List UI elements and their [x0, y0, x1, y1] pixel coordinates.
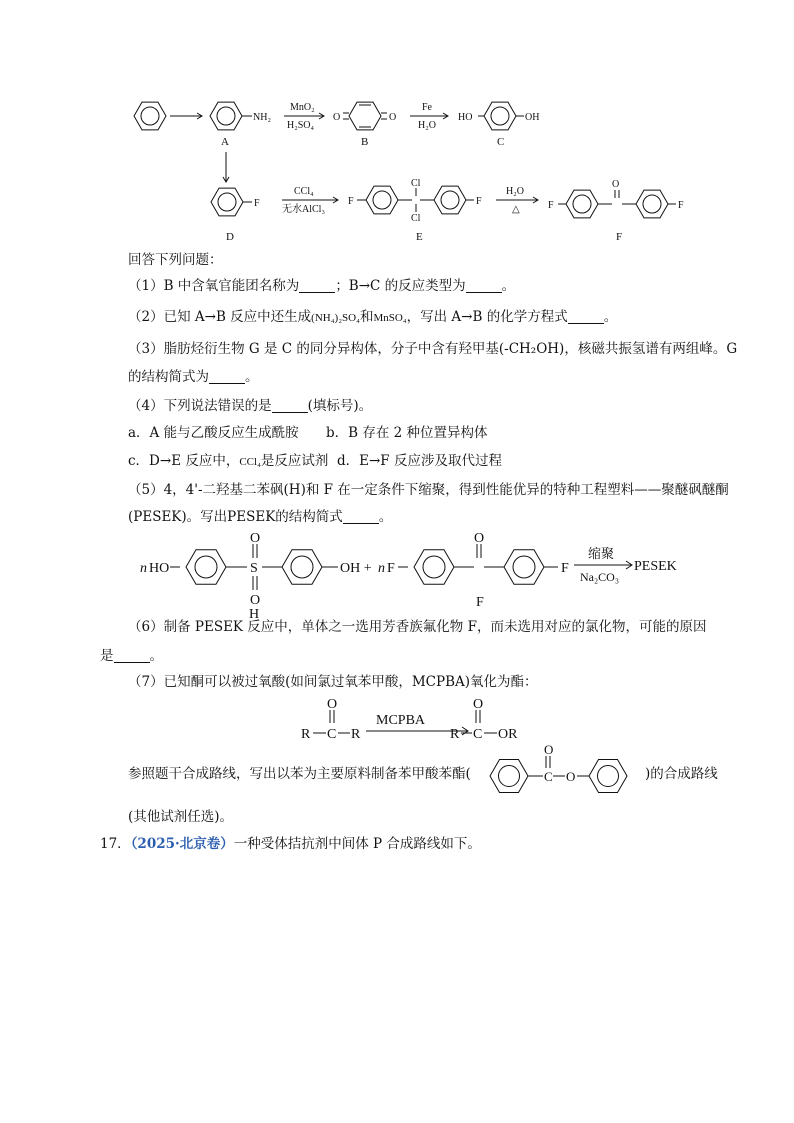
mcpba-o-1: O: [327, 697, 338, 712]
phenyl-benzoate-structure: [483, 744, 643, 804]
option-c-text-b: 是反应试剂: [260, 453, 329, 469]
arrow-a-to-b: [284, 113, 324, 119]
q6-text-a: （6）制备 PESEK 反应中，单体之一选用芳香族氟化物 F，而未选用对应的氯化物，可能的原因: [128, 619, 707, 635]
q3-text-c: 。: [245, 369, 259, 385]
arrow-e-to-f: [496, 197, 538, 203]
pesek-h-label: H: [249, 607, 260, 620]
question-5-line-2: [128, 507, 392, 527]
alcl3-reagent: 无水AlCl₃: [282, 204, 325, 215]
q3-text-b: 的结构简式为: [128, 369, 209, 385]
pesek-ring-1: [186, 550, 226, 585]
mcpba-o-2: O: [473, 697, 484, 712]
h2so4-reagent: H₂SO₄: [287, 120, 314, 131]
question-7-line-3: [128, 807, 233, 827]
q7-text-d: (其他试剂任选)。: [128, 809, 234, 825]
benzene-ring: [134, 102, 166, 130]
pesek-ho: HO: [149, 561, 170, 576]
pesek-n-2: n: [378, 561, 385, 576]
label-a: A: [221, 136, 229, 148]
f-right-ring: [636, 190, 668, 218]
e-left-ring: [366, 186, 398, 214]
q5-text-c: 。: [378, 509, 393, 525]
q17-number: 17．: [100, 836, 131, 852]
ester-carbon: C: [544, 769, 553, 784]
mcpba-scheme: [0, 696, 794, 746]
question-5-line-1: [128, 480, 729, 500]
mcpba-c-2: C: [473, 727, 483, 742]
question-7-line-2: [128, 764, 471, 784]
mnso4-formula: MnSO₄: [373, 312, 407, 324]
option-b: [326, 423, 488, 443]
mcpba-reagent: MCPBA: [376, 713, 426, 728]
q7-text-c: )的合成路线: [645, 766, 718, 782]
q5-blank: [343, 509, 379, 524]
arrow-to-a: [170, 113, 202, 119]
q7-text: （7）已知酮可以被过氧酸(如间氯过氧苯甲酸，MCPBA)氧化为酯：: [128, 674, 538, 690]
option-a-text: a．A 能与乙酸反应生成酰胺: [128, 425, 299, 441]
pesek-na2co3: Na₂CO₃: [580, 570, 620, 584]
q4-text-b: (填标号)。: [307, 398, 373, 414]
q5-text-b: (PESEK)。写出PESEK的结构简式: [128, 509, 343, 525]
q1-text-c: 。: [501, 278, 516, 294]
c-oh-group: OH: [525, 112, 540, 123]
q1-blank-2: [466, 278, 502, 293]
e-right-ring: [434, 186, 466, 214]
pesek-ring-2: [282, 550, 322, 585]
intro-text: 回答下列问题：: [128, 252, 223, 268]
pesek-n-1: n: [140, 561, 147, 576]
fluorobenzene-ring: [211, 188, 243, 216]
mcpba-r-2: R: [351, 727, 361, 742]
pesek-f-1: F: [387, 561, 395, 576]
q4-text: （4）下列说法错误的是: [128, 398, 272, 414]
ammonium-sulfate-formula: (NH₄)₂SO₄: [311, 312, 360, 324]
q2-text-f: 。: [603, 309, 618, 325]
q1-text-a: （1）B 中含氧官能团名称为: [128, 278, 300, 294]
pesek-scheme: [0, 530, 794, 620]
c-ho-group: HO: [458, 112, 473, 123]
mcpba-r-1: R: [301, 727, 311, 742]
d-fluorine: F: [254, 198, 260, 209]
pesek-ring-3: [414, 550, 454, 585]
question-2: [128, 307, 617, 328]
option-d-text: d．E→F 反应涉及取代过程: [337, 453, 502, 469]
mcpba-r-3: R: [450, 727, 460, 742]
option-b-text: b．B 存在 2 种位置异构体: [326, 425, 488, 441]
question-6-line-1: [128, 617, 706, 637]
aniline-ring: [210, 102, 242, 130]
q3-text-a: （3）脂肪烃衍生物 G 是 C 的同分异构体，分子中含有羟甲基(-CH₂OH)，核磁共振氢谱有两组峰。G: [128, 341, 738, 357]
q6-blank: [114, 648, 150, 663]
f-fluorine-left: F: [548, 200, 554, 211]
pesek-oh-plus: OH +: [340, 561, 376, 576]
f-fluorine-right: F: [678, 200, 684, 211]
f-left-ring: [566, 190, 598, 218]
quinone-ring: [349, 102, 381, 130]
q5-text-a: （5）4，4'-二羟基二苯砜(H)和 F 在一定条件下缩聚，得到性能优异的特种工程塑料——聚醚砜醚酮: [128, 482, 729, 498]
option-c: [128, 451, 328, 472]
pesek-product: PESEK: [634, 559, 677, 574]
pesek-o-top: O: [250, 531, 261, 546]
ester-carbonyl-oxygen: O: [544, 744, 554, 757]
question-6-line-2: [100, 646, 163, 666]
label-e: E: [416, 231, 423, 243]
q6-text-c: 。: [149, 648, 163, 664]
pesek-o-bottom: O: [250, 593, 261, 608]
q2-blank: [568, 309, 604, 324]
arrow-d-to-e: [282, 197, 338, 203]
arrow-a-to-d: [223, 152, 229, 182]
option-c-text-a: c．D→E 反应中，: [128, 453, 240, 469]
q7-text-b: 参照题干合成路线，写出以苯为主要原料制备苯甲酸苯酯(: [128, 766, 471, 782]
q3-blank: [209, 369, 245, 384]
question-7: [128, 672, 538, 692]
e-fluorine-right: F: [476, 196, 482, 207]
q1-text-b: ；B→C 的反应类型为: [335, 278, 466, 294]
question-1: [128, 276, 515, 296]
e-chlorine-bottom: Cl: [411, 213, 421, 224]
question-7-line-2-end: [645, 764, 718, 784]
ccl4-reagent: CCl₄: [294, 186, 314, 197]
nh2-group: NH₂: [253, 112, 271, 123]
ester-ether-oxygen: O: [566, 769, 576, 784]
e-fluorine-left: F: [348, 196, 354, 207]
arrow-b-to-c: [410, 113, 448, 119]
pesek-sulfur: S: [250, 561, 258, 576]
pesek-condensation: 缩聚: [588, 546, 615, 561]
q2-text-c: 和: [359, 309, 374, 325]
option-d: [337, 451, 502, 471]
f-carbonyl-oxygen: O: [612, 179, 620, 190]
b-oxygen-right: O: [389, 112, 397, 123]
q2-text-e: ，写出 A→B 的化学方程式: [406, 309, 568, 325]
pesek-f-2: F: [561, 561, 569, 576]
fe-reagent: Fe: [422, 102, 432, 113]
pesek-ketone-o: O: [474, 531, 485, 546]
b-oxygen-left: O: [333, 112, 341, 123]
intro-line: [128, 250, 223, 270]
question-4: [128, 396, 372, 416]
label-f: F: [616, 231, 623, 243]
q6-text-b: 是: [100, 648, 114, 664]
label-c: C: [497, 136, 505, 148]
q2-text-a: （2）已知 A→B 反应中还生成: [128, 309, 312, 325]
h2o-reagent-f: H₂O: [506, 186, 524, 197]
q17-source-tag: （2025·北京卷）: [130, 836, 234, 852]
mcpba-or: OR: [498, 727, 518, 742]
question-3-line-2: [128, 367, 259, 387]
heat-symbol: △: [512, 204, 520, 215]
ccl4-formula: CCl₄: [239, 456, 261, 468]
label-d: D: [226, 231, 234, 243]
q1-blank-1: [299, 278, 335, 293]
h2o-reagent-c: H₂O: [418, 120, 436, 131]
mno2-reagent: MnO₂: [290, 102, 315, 113]
pesek-arrow: [574, 561, 632, 569]
question-3-line-1: [128, 339, 737, 359]
pesek-f-label: F: [476, 595, 484, 610]
question-17: [100, 834, 481, 854]
pesek-ring-4: [504, 550, 544, 585]
e-chlorine-top: Cl: [411, 178, 421, 189]
mcpba-c-1: C: [327, 727, 337, 742]
label-b: B: [361, 136, 369, 148]
hydroquinone-ring: [484, 102, 516, 130]
option-a: [128, 423, 299, 443]
q4-blank: [272, 398, 308, 413]
synthesis-scheme: [0, 0, 794, 250]
q17-text: 一种受体拮抗剂中间体 P 合成路线如下。: [233, 836, 481, 852]
